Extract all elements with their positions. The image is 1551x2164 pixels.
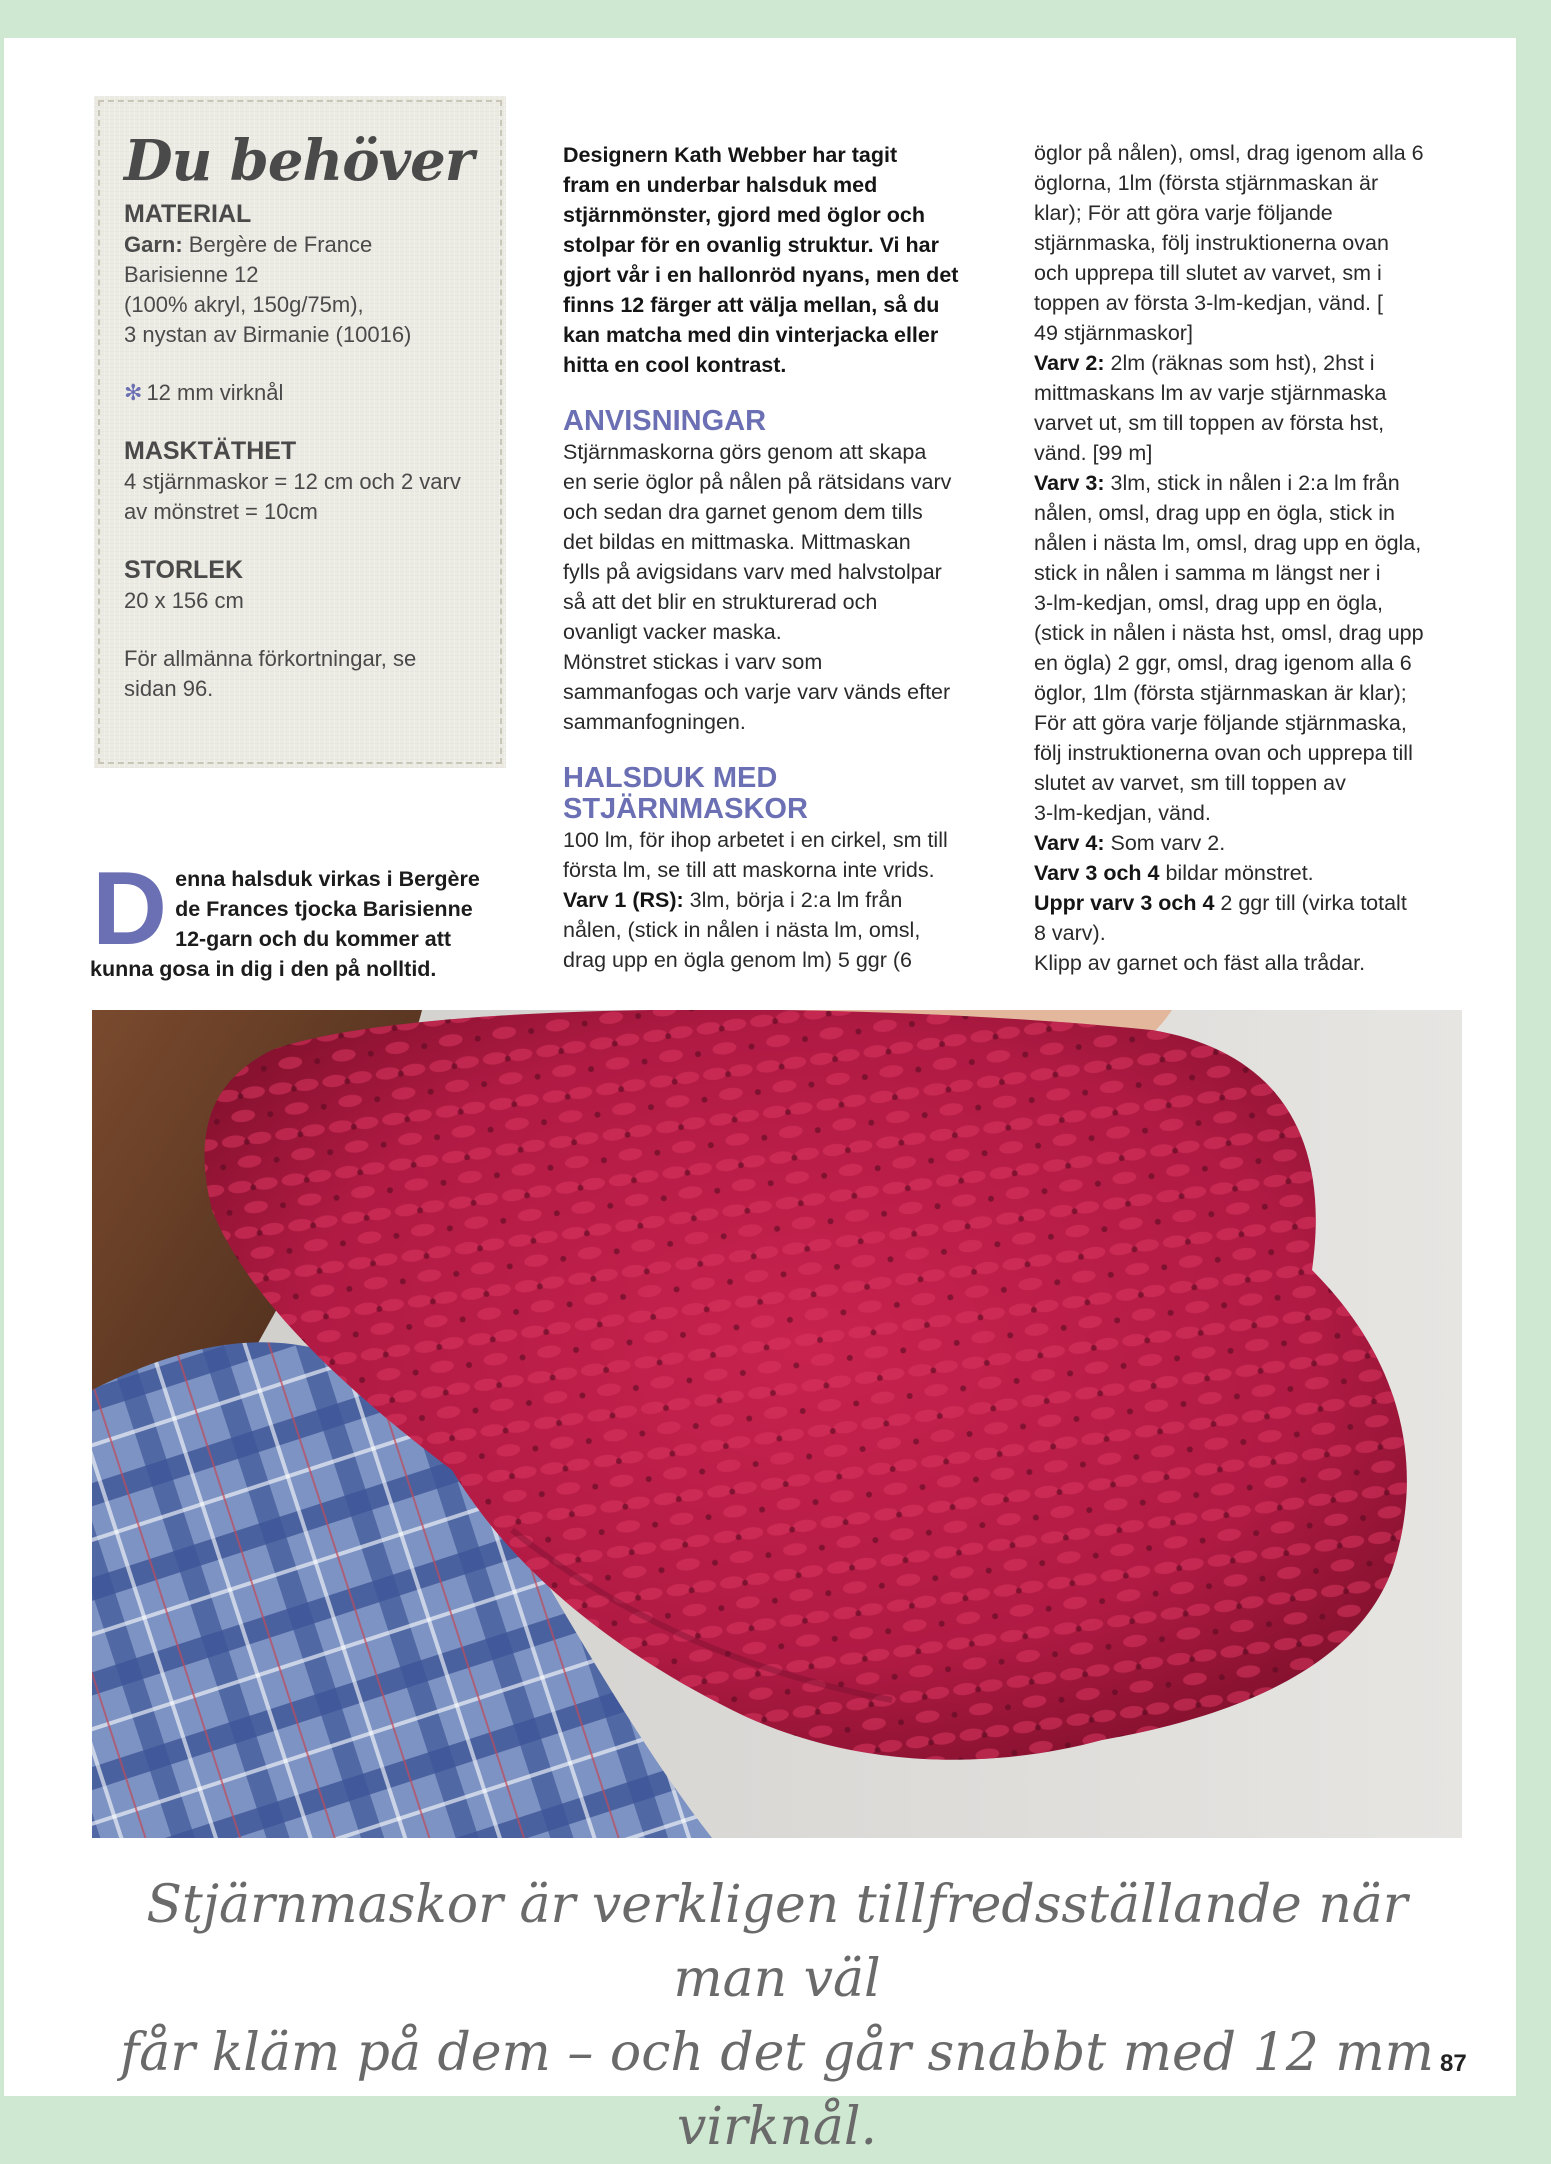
repeat-line — [1034, 888, 1454, 918]
lead-line: stjärnmönster, gjord med öglor och — [563, 203, 925, 227]
body-line: Mönstret stickas i varv som — [563, 650, 823, 674]
body-line: vänd. [99 m] — [1034, 441, 1153, 465]
row-3-text: 3lm, stick in nålen i 2:a lm från — [1104, 471, 1400, 495]
yarn-composition: (100% akryl, 150g/75m), — [124, 291, 364, 317]
row-2-label: Varv 2: — [1034, 351, 1105, 375]
body-line: 8 varv). — [1034, 921, 1106, 945]
page-edge — [0, 38, 4, 2096]
row-2-line — [1034, 348, 1454, 378]
row-4-text: Som varv 2. — [1104, 831, 1226, 855]
gauge-heading: MASKTÄTHET — [124, 436, 297, 465]
abbreviations-line-2: sidan 96. — [124, 675, 214, 701]
intro-paragraph — [90, 851, 512, 984]
body-line: varvet ut, sm till toppen av första hst, — [1034, 411, 1385, 435]
yarn-label: Garn: — [124, 231, 183, 257]
intro-line: enna halsduk virkas i Bergère — [175, 867, 480, 891]
yarn-name: Barisienne 12 — [124, 261, 259, 287]
lead-line: stolpar för en ovanlig struktur. Vi har — [563, 233, 939, 257]
size-value: 20 x 156 cm — [124, 587, 244, 613]
row-1-text: 3lm, börja i 2:a lm från — [683, 888, 903, 912]
body-line: klar); För att göra varje följande — [1034, 201, 1333, 225]
row-1-line: drag upp en ögla genom lm) 5 ggr (6 — [563, 948, 912, 972]
column-right — [1034, 138, 1454, 978]
body-line: det bildas en mittmaska. Mittmaskan — [563, 530, 911, 554]
body-line: 49 stjärnmaskor] — [1034, 321, 1193, 345]
hook-line — [124, 378, 482, 408]
body-line: nålen i nästa lm, omsl, drag upp en ögla, — [1034, 531, 1422, 555]
yarn-brand: Bergère de France — [182, 231, 373, 257]
body-line: fylls på avigsidans varv med halvstolpar — [563, 560, 942, 584]
body-line: första lm, se till att maskorna inte vrids. — [563, 858, 935, 882]
body-line: toppen av första 3-lm-kedjan, vänd. [ — [1034, 291, 1383, 315]
pull-quote — [92, 1868, 1462, 2164]
body-line: nålen, omsl, drag upp en ögla, stick in — [1034, 501, 1395, 525]
row-2-text: 2lm (räknas som hst), 2hst i — [1104, 351, 1375, 375]
pull-quote-line-1: Stjärnmaskor är verkligen tillfredsställande när man väl — [146, 1875, 1408, 2009]
body-line: stjärnmaska, följ instruktionerna ovan — [1034, 231, 1389, 255]
row-1-line — [563, 885, 983, 915]
sidebar-title: Du behöver — [124, 128, 474, 194]
scarf-photo — [92, 1010, 1462, 1838]
pull-quote-line-2: får kläm på dem – och det går snabbt med 12 mm virknål. — [120, 2023, 1434, 2157]
body-line: följ instruktionerna ovan och upprepa till — [1034, 741, 1413, 765]
gauge-line-2: av mönstret = 10cm — [124, 498, 318, 524]
body-line: öglorna, 1lm (första stjärnmaskan är — [1034, 171, 1379, 195]
body-line: så att det blir en strukturerad och — [563, 590, 878, 614]
row-3-label: Varv 3: — [1034, 471, 1105, 495]
body-line: öglor på nålen), omsl, drag igenom alla 6 — [1034, 141, 1424, 165]
lead-line: Designern Kath Webber har tagit — [563, 143, 898, 167]
rows-3-4-label: Varv 3 och 4 — [1034, 861, 1160, 885]
row-4-label: Varv 4: — [1034, 831, 1105, 855]
lead-line: gjort vår i en hallonröd nyans, men det — [563, 263, 959, 287]
hook-size: 12 mm virknål — [146, 379, 284, 405]
yarn-amount: 3 nystan av Birmanie (10016) — [124, 321, 412, 347]
body-line: slutet av varvet, sm till toppen av — [1034, 771, 1346, 795]
intro-line: kunna gosa in dig i den på nolltid. — [90, 957, 437, 981]
body-line: (stick in nålen i nästa hst, omsl, drag upp — [1034, 621, 1424, 645]
body-line: 3-lm-kedjan, omsl, drag upp en ögla, — [1034, 591, 1383, 615]
rows-3-4-text: bildar mönstret. — [1159, 861, 1314, 885]
body-line: Stjärnmaskorna görs genom att skapa — [563, 440, 927, 464]
rows-3-4-line — [1034, 858, 1454, 888]
body-line: öglor, 1lm (första stjärnmaskan är klar); — [1034, 681, 1407, 705]
scarf-heading-line-2: STJÄRNMASKOR — [563, 793, 808, 825]
body-line: och sedan dra garnet genom dem tills — [563, 500, 923, 524]
row-1-label: Varv 1 (RS): — [563, 888, 684, 912]
drop-cap: D — [92, 851, 168, 967]
lead-line: hitta en cool kontrast. — [563, 353, 787, 377]
body-line: mittmaskans lm av varje stjärnmaska — [1034, 381, 1387, 405]
row-4-line — [1034, 828, 1454, 858]
lead-line: finns 12 färger att välja mellan, så du — [563, 293, 940, 317]
intro-line: 12-garn och du kommer att — [175, 927, 452, 951]
column-middle — [563, 140, 983, 975]
gauge-line-1: 4 stjärnmaskor = 12 cm och 2 varv — [124, 468, 461, 494]
lead-paragraph — [563, 140, 983, 380]
abbreviations-line-1: För allmänna förkortningar, se — [124, 645, 417, 671]
body-line: stick in nålen i samma m längst ner i — [1034, 561, 1381, 585]
materials-sidebar — [94, 96, 506, 768]
row-3-line — [1034, 468, 1454, 498]
material-heading: MATERIAL — [124, 199, 252, 228]
row-1-line: nålen, (stick in nålen i nästa lm, omsl, — [563, 918, 921, 942]
body-line: sammanfogningen. — [563, 710, 746, 734]
body-line: 3-lm-kedjan, vänd. — [1034, 801, 1211, 825]
body-line: och upprepa till slutet av varvet, sm i — [1034, 261, 1382, 285]
instructions-body — [563, 437, 983, 737]
body-line: För att göra varje följande stjärnmaska, — [1034, 711, 1407, 735]
scarf-heading-line-1: HALSDUK MED — [563, 762, 778, 794]
finish-line: Klipp av garnet och fäst alla trådar. — [1034, 951, 1366, 975]
size-heading: STORLEK — [124, 555, 243, 584]
scarf-photo-illustration — [92, 1010, 1462, 1838]
body-line: ovanligt vacker maska. — [563, 620, 782, 644]
body-line: sammanfogas och varje varv vänds efter — [563, 680, 951, 704]
yarn-line — [124, 230, 482, 260]
asterisk-bullet-icon: ✻ — [124, 379, 143, 405]
body-line: en serie öglor på nålen på rätsidans varv — [563, 470, 952, 494]
page-number: 87 — [1440, 2050, 1467, 2077]
lead-line: fram en underbar halsduk med — [563, 173, 878, 197]
intro-line: de Frances tjocka Barisienne — [175, 897, 473, 921]
body-line: en ögla) 2 ggr, omsl, drag igenom alla 6 — [1034, 651, 1412, 675]
repeat-label: Uppr varv 3 och 4 — [1034, 891, 1215, 915]
repeat-text: 2 ggr till (virka totalt — [1214, 891, 1407, 915]
lead-line: kan matcha med din vinterjacka eller — [563, 323, 939, 347]
instructions-heading: ANVISNINGAR — [563, 405, 767, 437]
body-line: 100 lm, för ihop arbetet i en cirkel, sm till — [563, 828, 948, 852]
